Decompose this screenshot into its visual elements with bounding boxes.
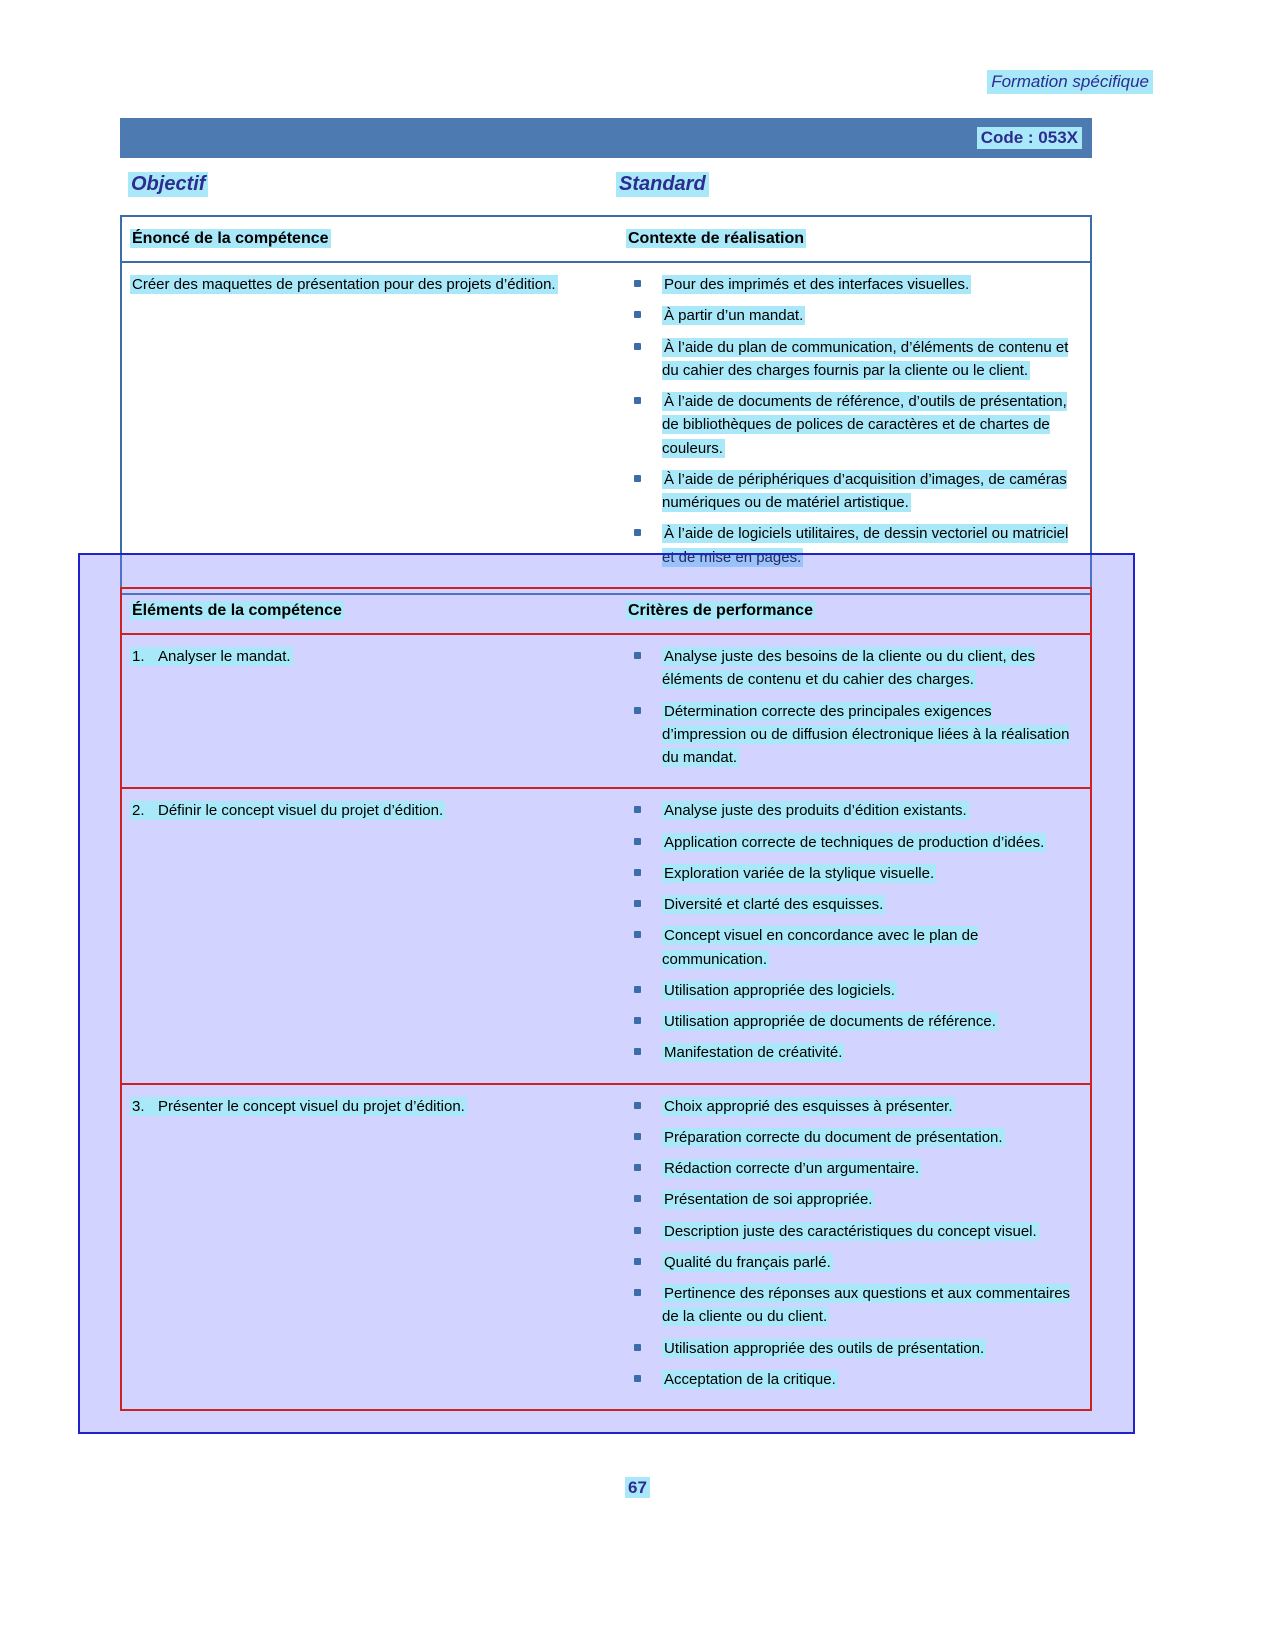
- contexte-item: [626, 273, 1080, 296]
- criterion-item: [626, 1282, 1080, 1329]
- element-text: [130, 1095, 608, 1118]
- criterion-item: [626, 1126, 1080, 1149]
- criteria-cell: [618, 1085, 1090, 1410]
- criterion-item-text: Présentation de soi appropriée.: [664, 1191, 873, 1209]
- criterion-item-text: Choix approprié des esquisses à présenter.: [664, 1097, 953, 1115]
- header-criteres-label: Critères de performance: [628, 602, 813, 619]
- criterion-item: [626, 924, 1080, 971]
- contexte-item-text: À l’aide de périphériques d’acquisition d’images, de caméras numériques ou de matériel artistique.: [662, 470, 1067, 511]
- contexte-item: [626, 336, 1080, 383]
- table-header-row: [122, 217, 1090, 263]
- contexte-item: [626, 468, 1080, 515]
- bullet-icon: [634, 1017, 641, 1024]
- code-bar: [120, 118, 1092, 158]
- contexte-item-text: À l’aide de logiciels utilitaires, de dessin vectoriel ou matriciel et de mise en pages.: [662, 525, 1069, 566]
- criterion-item: [626, 1368, 1080, 1391]
- element-number: 3.: [132, 1097, 145, 1115]
- bullet-icon: [634, 1375, 641, 1382]
- page-number-value: 67: [625, 1477, 650, 1498]
- criterion-item-text: Concept visuel en concordance avec le plan de communication.: [662, 927, 979, 968]
- bullet-icon: [634, 1289, 641, 1296]
- bullet-icon: [634, 343, 641, 350]
- element-label: 3. Présenter le concept visuel du projet d’édition.: [130, 1097, 467, 1116]
- criterion-item-text: Diversité et clarté des esquisses.: [664, 896, 884, 913]
- criterion-item: [626, 862, 1080, 885]
- criterion-item-text: Description juste des caractéristiques du concept visuel.: [664, 1222, 1037, 1240]
- elements-criteres-table: [120, 587, 1092, 1411]
- criterion-item: [626, 1157, 1080, 1180]
- criterion-item: [626, 1251, 1080, 1274]
- criterion-item-text: Acceptation de la critique.: [664, 1370, 836, 1388]
- bullet-icon: [634, 986, 641, 993]
- bullet-icon: [634, 529, 641, 536]
- bullet-icon: [634, 931, 641, 938]
- table-row: [122, 789, 1090, 1084]
- criterion-item: [626, 1041, 1080, 1064]
- element-number: 1.: [132, 648, 145, 665]
- bullet-icon: [634, 1164, 641, 1171]
- title-standard: Standard: [616, 172, 709, 197]
- competence-statement-text: Créer des maquettes de présentation pour des projets d’édition.: [132, 276, 556, 293]
- contexte-list: [626, 273, 1080, 569]
- bullet-icon: [634, 1048, 641, 1055]
- table-body-row: [122, 263, 1090, 593]
- element-label: 2. Définir le concept visuel du projet d’édition.: [130, 801, 445, 820]
- section-header-label: Formation spécifique: [987, 70, 1153, 94]
- criterion-item-text: Qualité du français parlé.: [664, 1253, 831, 1271]
- criterion-item-text: Détermination correcte des principales exigences d’impression ou de diffusion électronique liées à la réalisation du mandat.: [662, 702, 1070, 766]
- criterion-item-text: Pertinence des réponses aux questions et aux commentaires de la cliente ou du client.: [662, 1285, 1071, 1326]
- element-text: [130, 799, 608, 822]
- bullet-icon: [634, 869, 641, 876]
- bullet-icon: [634, 1133, 641, 1140]
- criterion-item-text: Rédaction correcte d’un argumentaire.: [664, 1160, 920, 1177]
- criterion-item: [626, 1337, 1080, 1360]
- criterion-item-text: Utilisation appropriée de documents de référence.: [664, 1013, 996, 1030]
- criterion-item: [626, 979, 1080, 1002]
- bullet-icon: [634, 652, 641, 659]
- criterion-item-text: Application correcte de techniques de production d’idées.: [664, 833, 1045, 851]
- bullet-icon: [634, 280, 641, 287]
- element-number: 2.: [132, 802, 145, 820]
- header-contexte-label: Contexte de réalisation: [628, 230, 805, 247]
- criterion-item-text: Exploration variée de la stylique visuelle.: [664, 864, 935, 882]
- element-cell: [122, 789, 618, 1082]
- element-text: [130, 645, 608, 668]
- contexte-list-cell: [618, 263, 1090, 593]
- bullet-icon: [634, 1227, 641, 1234]
- criterion-item-text: Utilisation appropriée des outils de présentation.: [664, 1339, 985, 1357]
- competence-statement-cell: [122, 263, 618, 593]
- element-label: 1. Analyser le mandat.: [130, 647, 293, 666]
- contexte-item-text: À l’aide de documents de référence, d’outils de présentation, de bibliothèques de polices de caractères et de chartes de couleurs.: [662, 393, 1067, 457]
- criterion-item: [626, 831, 1080, 854]
- objectif-standard-table: [120, 215, 1092, 595]
- page-number: [0, 1478, 1275, 1498]
- header-cell-criteres: [618, 589, 1090, 633]
- criterion-item-text: Manifestation de créativité.: [664, 1044, 843, 1062]
- criterion-item: [626, 799, 1080, 822]
- bullet-icon: [634, 1195, 641, 1202]
- header-cell-enonce: [122, 217, 618, 261]
- header-enonce-label: Énoncé de la compétence: [132, 230, 329, 247]
- contexte-item: [626, 304, 1080, 327]
- contexte-item-text: Pour des imprimés et des interfaces visuelles.: [664, 276, 970, 293]
- bullet-icon: [634, 1102, 641, 1109]
- bullet-icon: [634, 707, 641, 714]
- competence-statement: [130, 273, 608, 296]
- criterion-item-text: Analyse juste des besoins de la cliente ou du client, des éléments de contenu et du cahier des charges.: [662, 648, 1036, 689]
- bullet-icon: [634, 806, 641, 813]
- element-cell: [122, 635, 618, 787]
- criterion-item: [626, 1220, 1080, 1243]
- table-row: [122, 635, 1090, 789]
- bullet-icon: [634, 397, 641, 404]
- criterion-item: [626, 1188, 1080, 1211]
- criterion-item: [626, 1095, 1080, 1118]
- criterion-item: [626, 645, 1080, 692]
- header-cell-elements: [122, 589, 618, 633]
- criterion-item: [626, 700, 1080, 770]
- criterion-item-text: Analyse juste des produits d’édition existants.: [664, 802, 967, 820]
- contexte-item: [626, 390, 1080, 460]
- contexte-item-text: À l’aide du plan de communication, d’éléments de contenu et du cahier des charges fournis par la cliente ou le client.: [662, 338, 1069, 379]
- element-cell: [122, 1085, 618, 1410]
- column-titles: [120, 172, 1092, 200]
- criteria-cell: [618, 635, 1090, 787]
- criteria-list: [626, 1095, 1080, 1392]
- criterion-item: [626, 1010, 1080, 1033]
- title-objectif: Objectif: [128, 172, 208, 197]
- bullet-icon: [634, 838, 641, 845]
- lower-table-header-row: [122, 589, 1090, 635]
- table-row: [122, 1085, 1090, 1410]
- bullet-icon: [634, 311, 641, 318]
- header-cell-contexte: [618, 217, 1090, 261]
- criterion-item: [626, 893, 1080, 916]
- code-label: Code : 053X: [977, 127, 1082, 149]
- criterion-item-text: Utilisation appropriée des logiciels.: [664, 981, 895, 999]
- bullet-icon: [634, 900, 641, 907]
- bullet-icon: [634, 1258, 641, 1265]
- bullet-icon: [634, 475, 641, 482]
- bullet-icon: [634, 1344, 641, 1351]
- criteria-list: [626, 799, 1080, 1064]
- lower-table-rows: [122, 635, 1090, 1409]
- criteria-cell: [618, 789, 1090, 1082]
- header-elements-label: Éléments de la compétence: [132, 602, 342, 619]
- contexte-item-text: À partir d’un mandat.: [664, 307, 804, 325]
- criteria-list: [626, 645, 1080, 769]
- criterion-item-text: Préparation correcte du document de présentation.: [664, 1128, 1003, 1146]
